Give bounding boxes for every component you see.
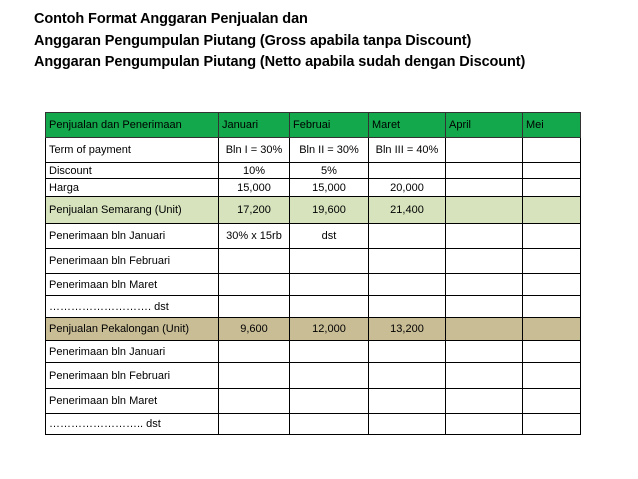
table-cell	[523, 138, 581, 163]
table-cell: Penjualan Semarang (Unit)	[46, 197, 219, 224]
table-cell	[523, 197, 581, 224]
table-cell: 13,200	[369, 318, 446, 341]
table-row-semarang	[46, 197, 581, 224]
table-cell: 5%	[290, 163, 369, 179]
table-cell: 10%	[219, 163, 290, 179]
table-cell	[290, 414, 369, 435]
table-cell	[369, 389, 446, 414]
table-cell	[446, 274, 523, 296]
table-cell: Bln II = 30%	[290, 138, 369, 163]
table-cell	[446, 163, 523, 179]
table-cell	[290, 249, 369, 274]
table-cell: 20,000	[369, 179, 446, 197]
table-cell	[523, 163, 581, 179]
table-cell: Bln I = 30%	[219, 138, 290, 163]
table-cell	[446, 197, 523, 224]
table-cell	[219, 274, 290, 296]
table-cell: Penerimaan bln Januari	[46, 341, 219, 363]
table-cell	[219, 363, 290, 389]
table-cell	[446, 249, 523, 274]
table-cell: 19,600	[290, 197, 369, 224]
table-cell	[290, 274, 369, 296]
table-cell	[369, 296, 446, 318]
table-cell: 21,400	[369, 197, 446, 224]
table-cell	[523, 249, 581, 274]
table-cell: Penerimaan bln Maret	[46, 389, 219, 414]
table-cell: Harga	[46, 179, 219, 197]
table-cell: 30% x 15rb	[219, 224, 290, 249]
table-cell	[369, 274, 446, 296]
table-cell: 9,600	[219, 318, 290, 341]
table-cell: Discount	[46, 163, 219, 179]
title-line-3: Anggaran Pengumpulan Piutang (Netto apabila sudah dengan Discount)	[34, 54, 526, 70]
table-cell	[446, 179, 523, 197]
table-cell: 15,000	[290, 179, 369, 197]
table-cell: 12,000	[290, 318, 369, 341]
table-cell	[369, 341, 446, 363]
table-cell	[290, 296, 369, 318]
table-cell	[369, 163, 446, 179]
table-cell	[219, 249, 290, 274]
table-cell: dst	[290, 224, 369, 249]
table-cell	[446, 224, 523, 249]
table-cell: Penerimaan bln Februari	[46, 363, 219, 389]
table-cell	[219, 296, 290, 318]
table-cell	[523, 389, 581, 414]
table-cell	[523, 224, 581, 249]
table-cell	[219, 414, 290, 435]
table-row	[46, 138, 581, 163]
table-row-pekalongan	[46, 318, 581, 341]
table-cell: Penerimaan bln Februari	[46, 249, 219, 274]
table-cell	[369, 249, 446, 274]
table-cell	[446, 414, 523, 435]
budget-table	[45, 112, 581, 435]
table-cell: ………………………. dst	[46, 296, 219, 318]
table-cell	[446, 363, 523, 389]
header-cell: Maret	[369, 113, 446, 138]
table-cell	[523, 318, 581, 341]
table-cell: …………………….. dst	[46, 414, 219, 435]
table-cell: Term of payment	[46, 138, 219, 163]
table-row	[46, 179, 581, 197]
table-row	[46, 274, 581, 296]
table-row	[46, 389, 581, 414]
table-cell	[446, 318, 523, 341]
table-cell	[369, 363, 446, 389]
title-line-1: Contoh Format Anggaran Penjualan dan	[34, 11, 308, 27]
table-cell: 17,200	[219, 197, 290, 224]
table-cell	[446, 138, 523, 163]
table-row	[46, 363, 581, 389]
table-cell: 15,000	[219, 179, 290, 197]
table-cell	[523, 363, 581, 389]
table-cell	[523, 341, 581, 363]
table-cell	[523, 274, 581, 296]
table-cell	[290, 363, 369, 389]
table-row	[46, 224, 581, 249]
table-cell	[219, 341, 290, 363]
header-cell: Februai	[290, 113, 369, 138]
table-cell	[523, 179, 581, 197]
table-cell	[290, 341, 369, 363]
table-row	[46, 341, 581, 363]
table-cell: Penerimaan bln Januari	[46, 224, 219, 249]
table-row	[46, 414, 581, 435]
table-cell	[219, 389, 290, 414]
table-cell	[369, 414, 446, 435]
header-cell: Januari	[219, 113, 290, 138]
header-cell: April	[446, 113, 523, 138]
table-cell: Penerimaan bln Maret	[46, 274, 219, 296]
title-block	[34, 9, 525, 74]
table-cell: Penjualan Pekalongan (Unit)	[46, 318, 219, 341]
table-header-row	[46, 113, 581, 138]
table-cell	[523, 414, 581, 435]
table-row	[46, 163, 581, 179]
title-line-2: Anggaran Pengumpulan Piutang (Gross apabila tanpa Discount)	[34, 32, 472, 49]
table-cell	[369, 224, 446, 249]
table-cell: Bln III = 40%	[369, 138, 446, 163]
table-cell	[446, 389, 523, 414]
header-cell: Mei	[523, 113, 581, 138]
table-row	[46, 249, 581, 274]
header-cell: Penjualan dan Penerimaan	[46, 113, 219, 138]
table-row	[46, 296, 581, 318]
table-cell	[446, 341, 523, 363]
table-cell	[523, 296, 581, 318]
table-cell	[446, 296, 523, 318]
table-cell	[290, 389, 369, 414]
